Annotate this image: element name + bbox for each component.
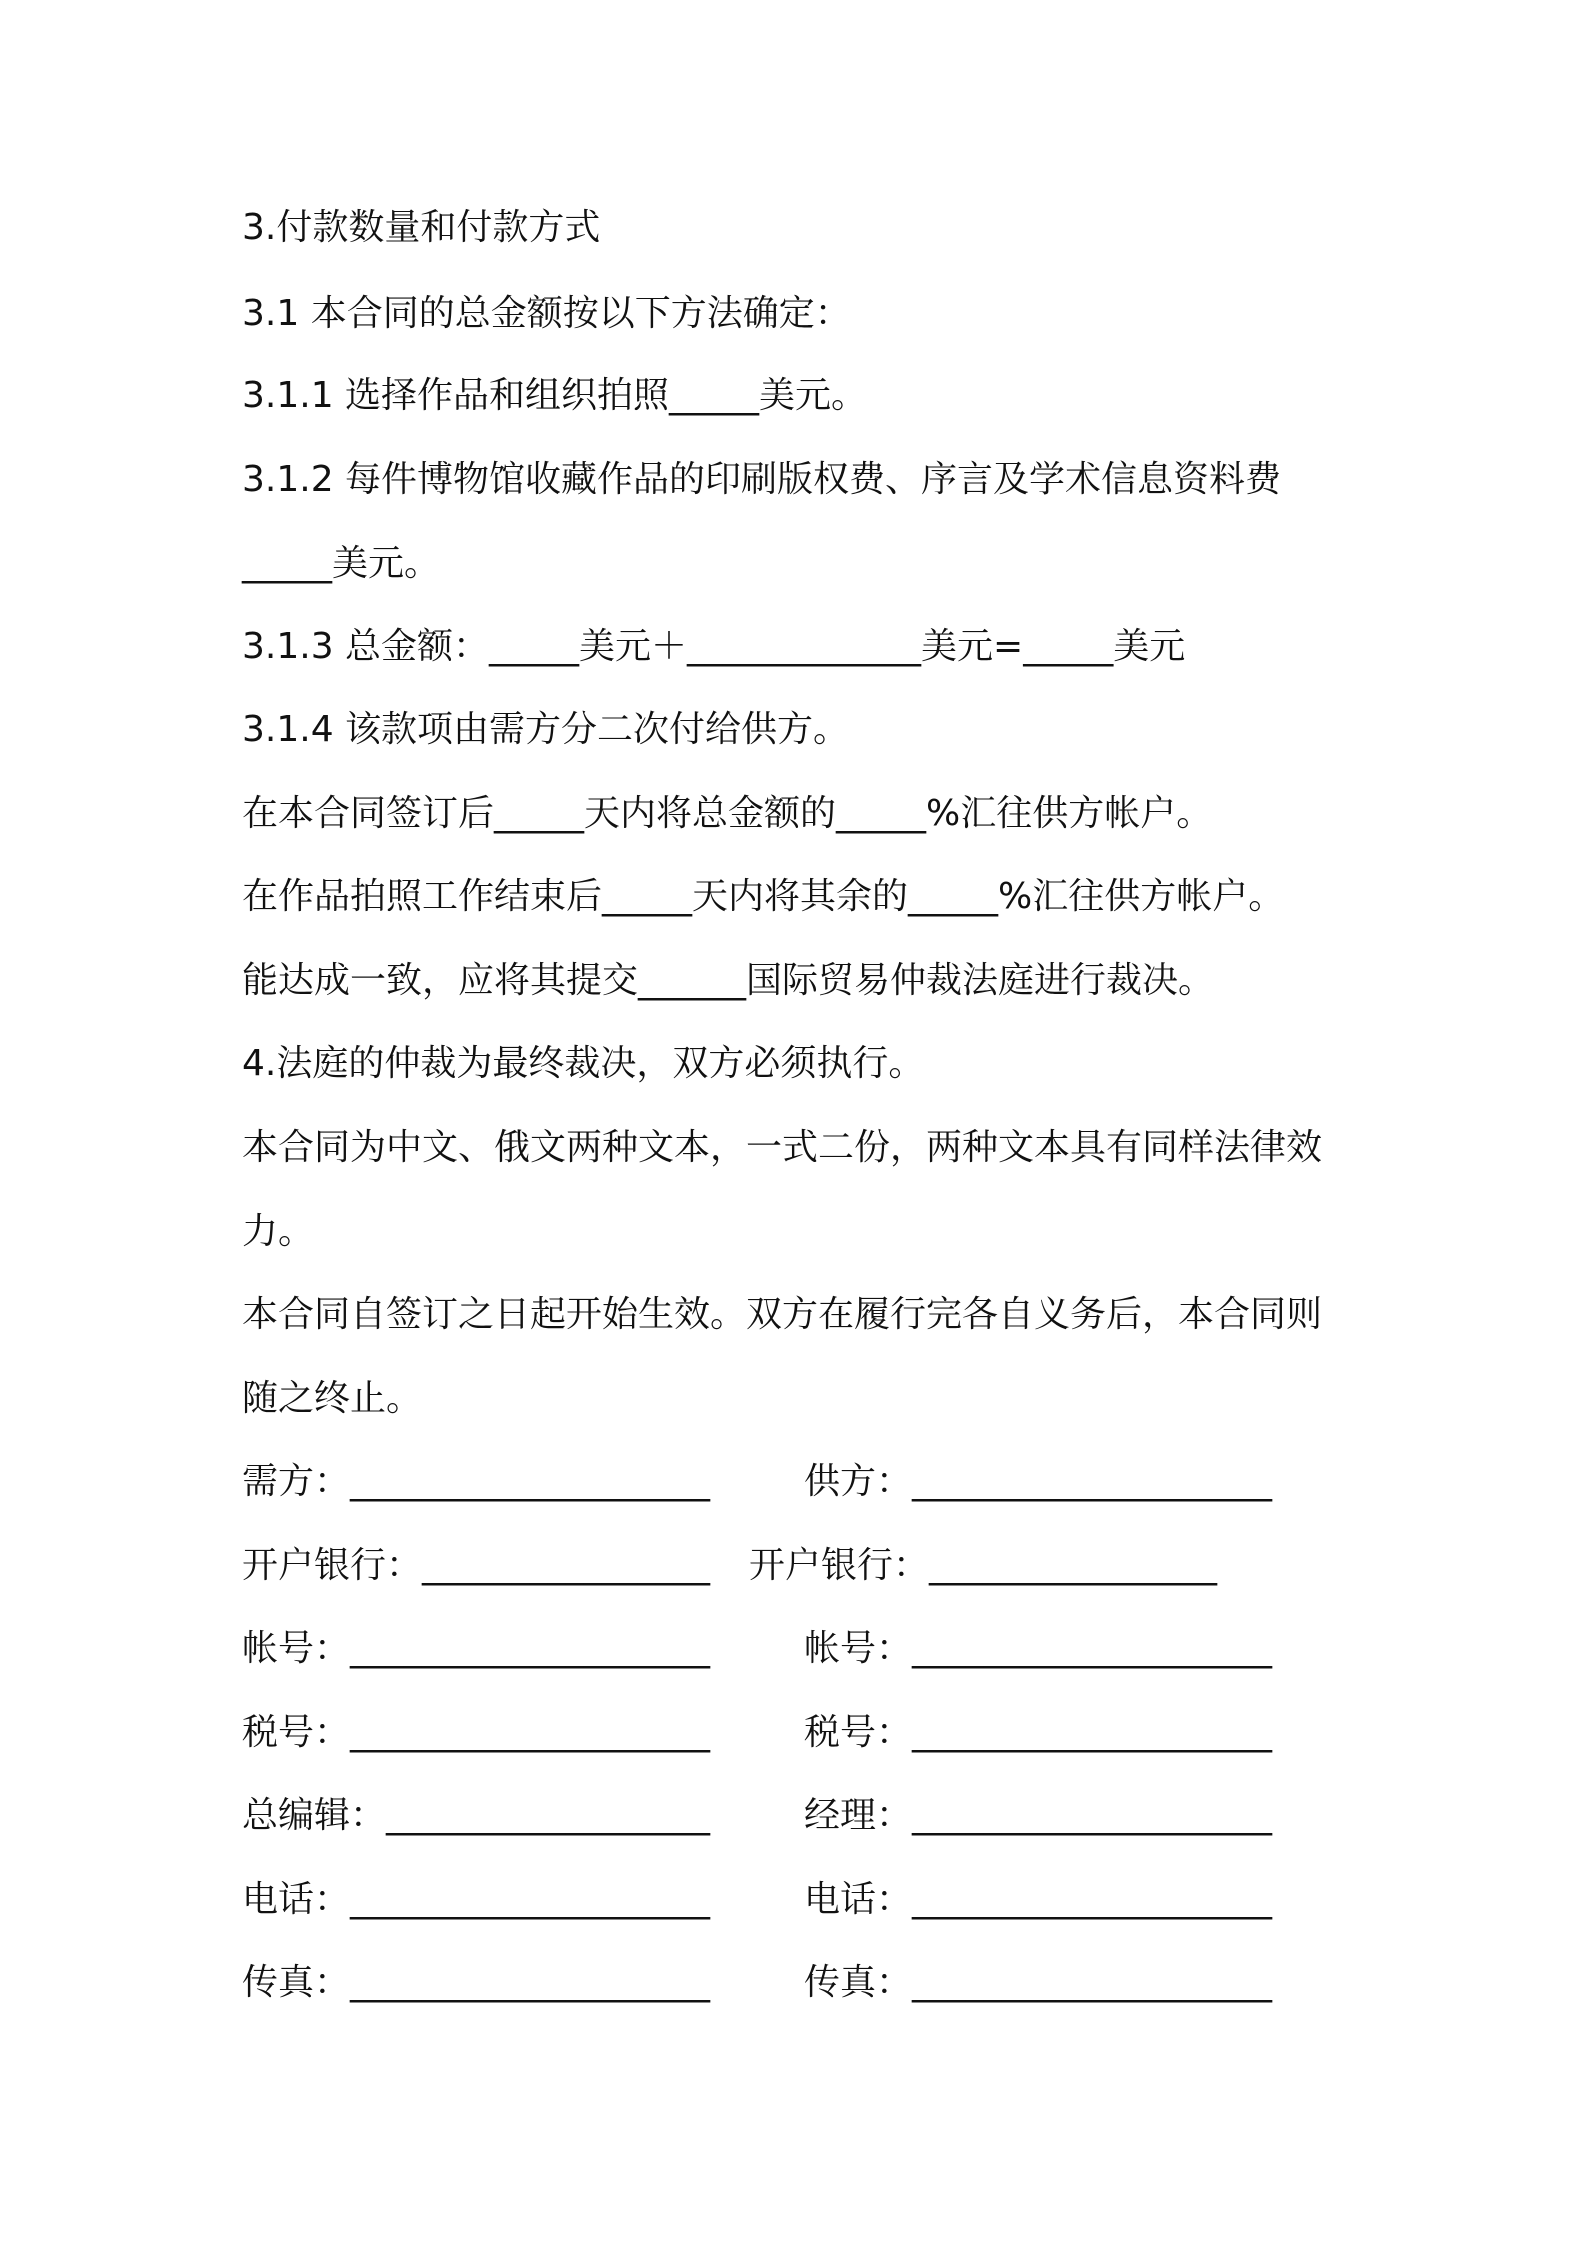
clause-4: 4.法庭的仲裁为最终裁决，双方必须执行。	[242, 1043, 925, 1084]
buyer-field: 需方：____________________	[242, 1461, 711, 1502]
clause-3-1-1: 3.1.1 选择作品和组织拍照_____美元。	[242, 375, 868, 416]
supplier-tax-field: 税号：____________________	[804, 1712, 1273, 1753]
clause-3-1-2-continued: _____美元。	[242, 543, 441, 584]
manager-field: 经理：____________________	[804, 1795, 1273, 1836]
buyer-bank-field: 开户银行：________________	[242, 1545, 711, 1586]
buyer-tax-field: 税号：____________________	[242, 1712, 711, 1753]
editor-field: 总编辑：__________________	[242, 1795, 711, 1836]
effectiveness-clause-continued: 随之终止。	[242, 1378, 423, 1419]
supplier-bank-field: 开户银行：________________	[749, 1545, 1218, 1586]
language-clause: 本合同为中文、俄文两种文本，一式二份，两种文本具有同样法律效	[242, 1127, 1323, 1168]
supplier-field: 供方：____________________	[804, 1461, 1273, 1502]
language-clause-continued: 力。	[242, 1211, 315, 1252]
clause-3-1-4: 3.1.4 该款项由需方分二次付给供方。	[242, 709, 850, 750]
payment-first-installment: 在本合同签订后_____天内将总金额的_____%汇往供方帐户。	[242, 793, 1213, 834]
supplier-fax-field: 传真：____________________	[804, 1962, 1273, 2003]
buyer-fax-field: 传真：____________________	[242, 1962, 711, 2003]
clause-3-1: 3.1 本合同的总金额按以下方法确定：	[242, 293, 851, 334]
buyer-account-field: 帐号：____________________	[242, 1628, 711, 1669]
supplier-account-field: 帐号：____________________	[804, 1628, 1273, 1669]
supplier-phone-field: 电话：____________________	[804, 1879, 1273, 1920]
clause-3-1-2: 3.1.2 每件博物馆收藏作品的印刷版权费、序言及学术信息资料费	[242, 459, 1282, 500]
effectiveness-clause: 本合同自签订之日起开始生效。双方在履行完各自义务后，本合同则	[242, 1294, 1323, 1335]
section-heading: 3.付款数量和付款方式	[242, 207, 601, 248]
clause-3-1-3: 3.1.3 总金额：_____美元＋_____________美元=_____美元	[242, 626, 1186, 667]
buyer-phone-field: 电话：____________________	[242, 1879, 711, 1920]
payment-second-installment: 在作品拍照工作结束后_____天内将其余的_____%汇往供方帐户。	[242, 876, 1285, 917]
arbitration-clause: 能达成一致，应将其提交______国际贸易仲裁法庭进行裁决。	[242, 960, 1215, 1001]
